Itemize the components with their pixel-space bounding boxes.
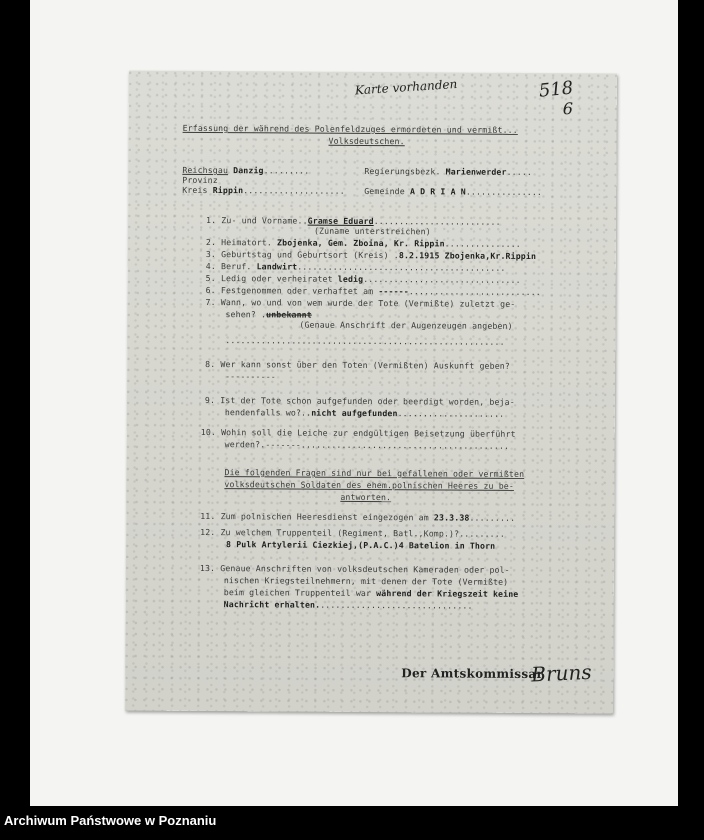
question-12-answer: 8 Pulk Artylerii Ciezkiej,(P.A.C.)4 Batelion in Thorn [226, 539, 496, 551]
document-sheet [125, 71, 617, 714]
title-line-1: Erfassung der während des Polenfeldzuges ermordeten und vermißt... [182, 122, 518, 135]
regierungsbezirk-field: Regierungsbezk. Marienwerder..... [364, 165, 533, 177]
handwritten-number-sub: 6 [562, 99, 573, 119]
question-8: 8. Wer kann sonst über den Toten (Vermißten) Auskunft geben? [205, 358, 510, 371]
soldiers-heading-1: Die folgenden Fragen sind nur bei gefallenen oder vermißten [224, 467, 525, 479]
question-10-cont: werden?.-------......................................... [224, 439, 510, 451]
question-8-answer: ---------- [225, 371, 276, 382]
reichsgau-field: Reichsgau Danzig......... [182, 164, 310, 176]
question-2: 2. Heimatort. Zbojenka, Gem. Zboina, Kr. Rippin............... [205, 236, 521, 249]
question-1-note: (Zuname unterstreichen) [313, 225, 431, 237]
question-1: 1. Zu- und Vorname..Gramse Eduard......................... [206, 214, 501, 227]
question-7-cont: sehen? .unbekannt [225, 309, 312, 320]
question-5: 5. Ledig oder verheiratet ledig............................... [205, 272, 521, 285]
question-11: 11. Zum polnischen Heeresdienst eingezogen am 23.3.38......... [200, 510, 516, 523]
question-3: 3. Geburtstag und Geburtsort (Kreis) .8.2.1915 Zbojenka,Kr.Rippin [205, 248, 537, 262]
archive-caption: Archiwum Państwowe w Poznaniu [4, 813, 217, 828]
handwritten-number: 518 [537, 77, 575, 102]
soldiers-heading-3: antworten. [340, 491, 392, 503]
handwritten-note: Karte vorhanden [354, 76, 458, 98]
question-12: 12. Zu welchem Truppenteil (Regiment, Batl.,Komp.)?......... [200, 526, 505, 539]
question-7-dots: ....................................................... [225, 335, 505, 347]
title-line-2: Volksdeutschen. [328, 135, 405, 147]
official-stamp: Der Amtskommissar [401, 666, 544, 682]
question-13-cont-1: nischen Kriegsteilnehmern, mit denen der Tote (Vermißte) [223, 575, 509, 587]
question-4: 4. Beruf. Landwirt......................................... [205, 260, 506, 273]
question-13-cont-3: Nachricht erhalten............................... [223, 599, 473, 611]
question-7-note: (Genaue Anschrift der Augenzeugen angeben) [299, 319, 513, 331]
question-6: 6. Festgenommen oder verhaftet am ------.......................... [205, 284, 541, 298]
kreis-field: Kreis Rippin.................... [182, 184, 345, 196]
soldiers-heading-2: volksdeutschen Soldaten des ehem.polnischen Heeres zu be- [224, 479, 514, 491]
question-10: 10. Wohin soll die Leiche zur endgültigen Beisetzung überführt [200, 426, 516, 439]
question-13: 13. Genaue Anschriften von volksdeutschen Kameraden oder pol- [199, 562, 510, 575]
signature: Bruns [530, 659, 593, 687]
question-7: 7. Wann, wo und von wem wurde der Tote (Vermißte) zuletzt ge- [205, 296, 516, 309]
provinz-field: Provinz [182, 174, 218, 186]
question-13-cont-2: beim gleichen Truppenteil war während der Kriegszeit keine [223, 587, 519, 599]
gemeinde-field: Gemeinde A D R I A N............... [364, 185, 543, 198]
question-9: 9. Ist der Tote schon aufgefunden oder beerdigt worden, beja- [204, 394, 515, 407]
question-9-cont: hendenfalls wo?..nicht aufgefunden..................... [224, 407, 505, 419]
